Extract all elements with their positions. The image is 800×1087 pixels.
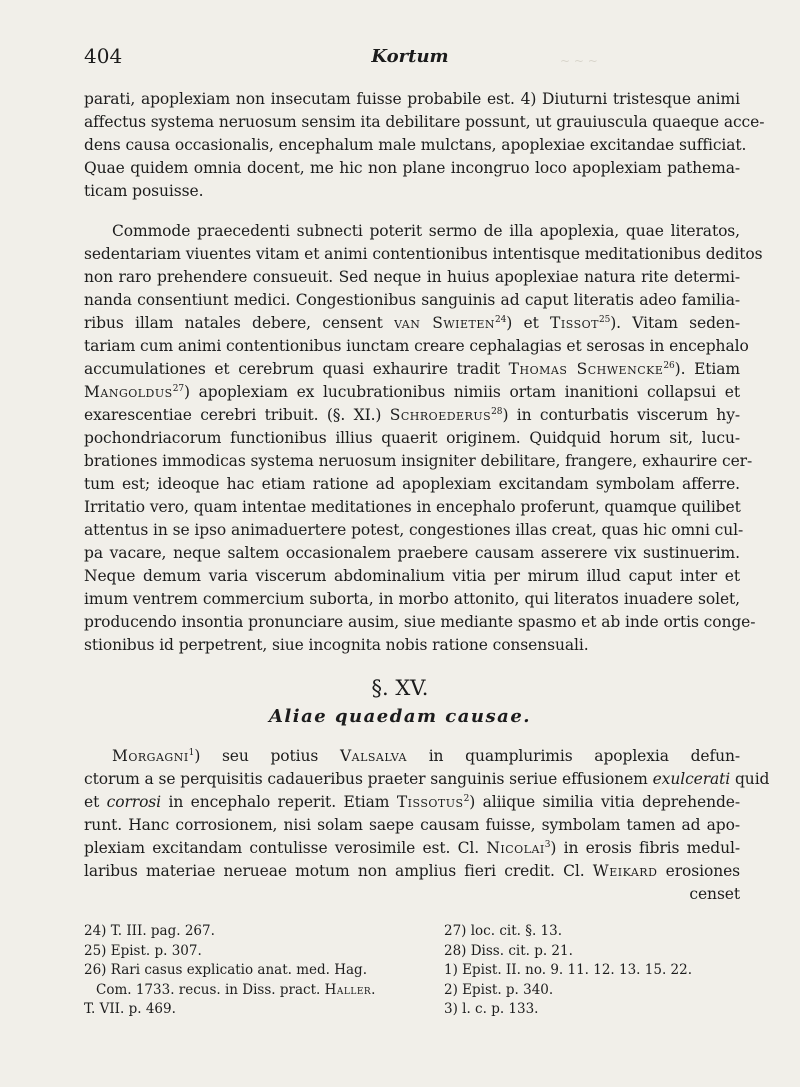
paragraph-1 [84, 88, 765, 203]
text-line: runt. Hanc corrosionem, nisi solam saepe causam fuisse, symbolam tamen ad apo- [84, 816, 740, 834]
text-line: tariam cum animi contentionibus iunctam creare cephalagias et serosas in encephalo [84, 337, 749, 355]
text-line: dens causa occasionalis, encephalum male mulctans, apoplexiae excitandae sufficiat. [84, 136, 747, 154]
text-line: sedentariam viuentes vitam et animi contentionibus intentisque meditationibus deditos [84, 245, 763, 263]
text-line: brationes immodicas systema neruosum insigniter debilitare, frangere, exhaurire cer- [84, 452, 753, 470]
text-line: attentus in se ipso animaduertere potest, congestiones illas creat, quas hic omni cul- [84, 521, 744, 539]
footnote: T. VII. p. 469. [84, 1001, 176, 1017]
footnote: 28) Diss. cit. p. 21. [444, 942, 573, 959]
author-name: Morgagni [112, 747, 189, 765]
footnotes-left-column [84, 922, 414, 1020]
footnotes-right-column [444, 922, 744, 1020]
paragraph-2 [84, 220, 763, 657]
catchword: censet [689, 885, 740, 903]
paragraph-3 [84, 745, 770, 906]
footnote-ref: 24 [495, 314, 507, 325]
footnote-ref: 25 [598, 314, 611, 325]
footnote: Com. 1733. recus. in Diss. pract. Haller. [96, 981, 376, 998]
footnote-ref: 1 [188, 747, 195, 758]
author-name: van Swieten [394, 314, 496, 332]
text-line: stionibus id perpetrent, siue incognita nobis ratione consensuali. [84, 636, 589, 654]
section-title: Aliae quaedam causae. [268, 706, 532, 727]
text-line: imum ventrem commercium suborta, in morbo attonito, qui literatos inuadere solet, [84, 590, 740, 608]
text-line: parati, apoplexiam non insecutam fuisse probabile est. 4) Diuturni tristesque animi [84, 90, 740, 108]
text-line: ctorum a se perquisitis cadaueribus praeter sanguinis seriue effusionem exulcerati quid [84, 770, 770, 788]
text-line: affectus systema neruosum sensim ita debilitare possunt, ut grauiuscula quaeque acce- [84, 113, 765, 131]
author-name: Weikard [592, 862, 658, 880]
text-line: Morgagni$^1$) seu potius Valsalva in quamplurimis apoplexia defun- [112, 747, 741, 765]
footnote: 3) l. c. p. 133. [444, 1001, 539, 1017]
footnote: 2) Epist. p. 340. [444, 981, 554, 998]
page-number: 404 [84, 44, 123, 68]
text-line: Neque demum varia viscerum abdominalium vitia per mirum illud caput inter et [84, 567, 740, 585]
footnote-ref: 26 [663, 360, 675, 371]
text-line: laribus materiae nerueae motum non amplius fieri credit. Cl. Weikard erosiones [84, 862, 741, 880]
text-line: tum est; ideoque hac etiam ratione ad apoplexiam excitandam symbolam afferre. [84, 475, 740, 493]
text-line: et corrosi in encephalo reperit. Etiam Tissotus$^2$) aliique similia vitia deprehende- [84, 793, 741, 811]
text-line: pa vacare, neque saltem occasionalem praebere causam asserere vix sustinuerim. [84, 544, 740, 562]
text-line: ribus illam natales debere, censent van Swieten$^{24}$) et Tissot$^{25}$). Vitam seden- [84, 314, 740, 332]
author-name: Valsalva [339, 747, 407, 765]
text-line: plexiam excitandam contulisse verosimile est. Cl. Nicolai$^3$) in erosis fibris medul- [84, 839, 740, 857]
author-name: Schroederus [389, 406, 492, 424]
author-name: Tissotus [396, 793, 464, 811]
text-line: exarescentiae cerebri tribuit. (§. XI.) Schroederus$^{28}$) in conturbatis viscerum hy- [84, 406, 740, 424]
page-header [84, 44, 736, 74]
footnote-ref: 3 [544, 839, 551, 850]
text-line: pochondriacorum functionibus illius quaerit originem. Quidquid horum sit, lucu- [84, 429, 740, 447]
footnote: 24) T. III. pag. 267. [84, 923, 215, 939]
footnote: 1) Epist. II. no. 9. 11. 12. 13. 15. 22. [444, 962, 692, 978]
text-line: non raro prehendere consueuit. Sed neque in huius apoplexiae natura rite determi- [84, 268, 740, 286]
footnote-ref: 2 [463, 793, 470, 804]
text-line: Irritatio vero, quam intentae meditationes in encephalo proferunt, quamque quilibet [84, 498, 741, 516]
footnote: 26) Rari casus explicatio anat. med. Hag. [84, 962, 367, 978]
bleed-through-mark: ~ ~ ~ [560, 54, 598, 68]
footnote-ref: 27 [172, 383, 184, 394]
text-line: nanda consentiunt medici. Congestionibus sanguinis ad caput literatis adeo familia- [84, 291, 740, 309]
text-line: ticam posuisse. [84, 182, 204, 200]
text-line: producendo insontia pronunciare ausim, siue mediante spasmo et ab inde ortis conge- [84, 613, 756, 631]
text-line: accumulationes et cerebrum quasi exhaurire tradit Thomas Schwencke$^{26}$). Etiam [84, 360, 741, 378]
author-name: Nicolai [486, 839, 545, 857]
text-line: Mangoldus$^{27}$) apoplexiam ex lucubrationibus nimiis ortam inanitioni collapsui et [84, 383, 740, 401]
author-name: Thomas Schwencke [508, 360, 664, 378]
author-name: Haller. [324, 981, 376, 998]
running-head: Kortum [371, 46, 449, 67]
author-name: Tissot [550, 314, 599, 332]
footnote: 25) Epist. p. 307. [84, 942, 202, 959]
section-number: §. XV. [371, 676, 429, 700]
text-line: Commode praecedenti subnecti poterit sermo de illa apoplexia, quae literatos, [112, 222, 740, 240]
author-name: Mangoldus [84, 383, 173, 401]
footnote: 27) loc. cit. §. 13. [444, 923, 563, 939]
text-line: Quae quidem omnia docent, me hic non plane incongruo loco apoplexiam pathema- [84, 159, 740, 177]
footnote-ref: 28 [491, 406, 503, 417]
